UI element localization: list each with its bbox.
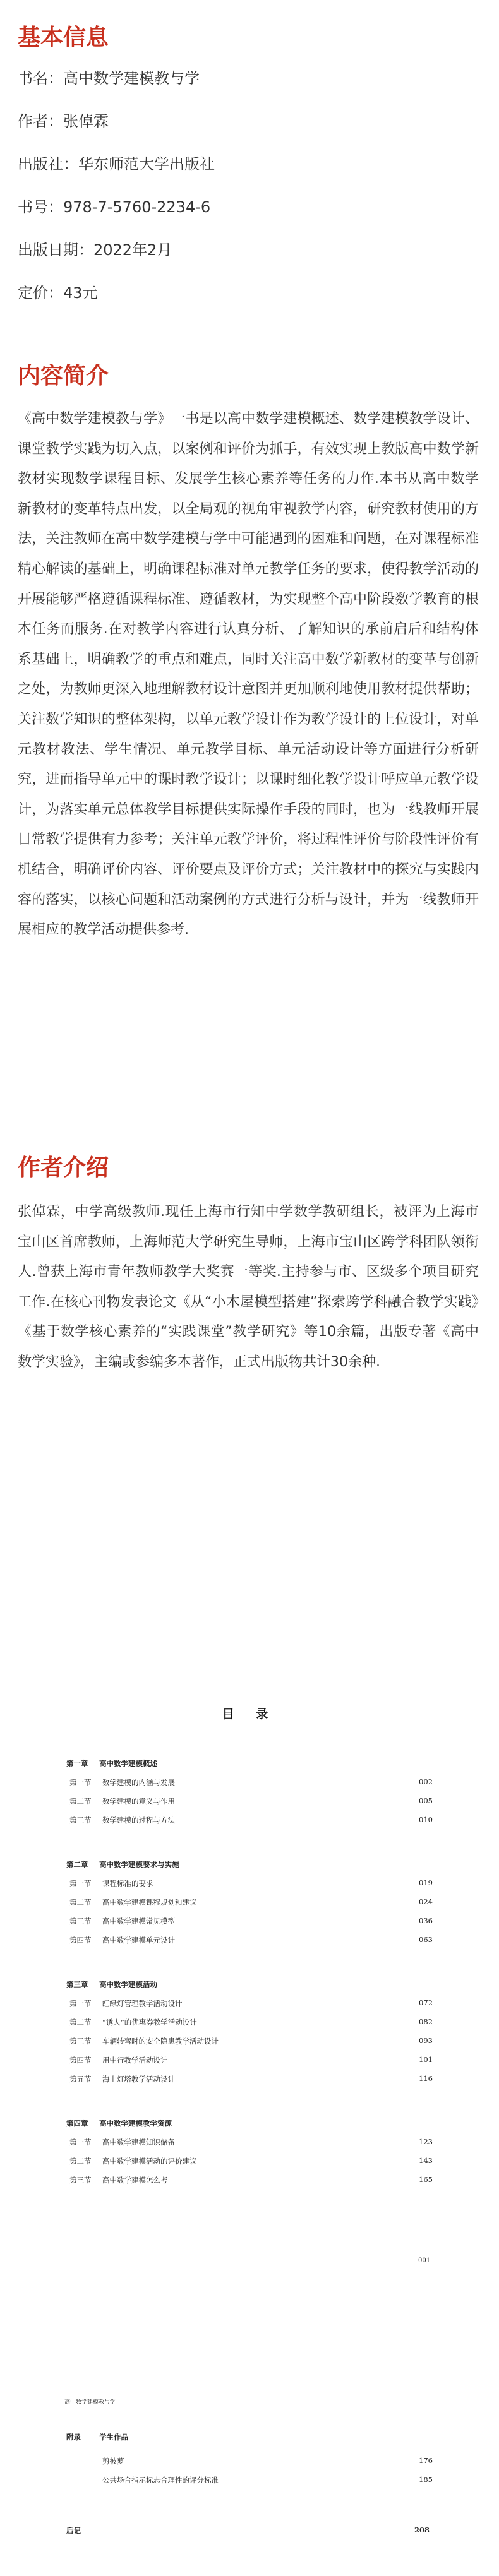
toc-title-text: 高中数学建模概述 (99, 1759, 157, 1768)
toc-page: 036 (419, 1916, 433, 1925)
toc-page-number: 001 (418, 2257, 431, 2264)
toc-num: 第二节 (69, 1797, 92, 1806)
toc-title-text: 公共场合指示标志合理性的评分标准 (102, 2476, 219, 2484)
toc-num: 后记 (66, 2526, 81, 2535)
summary-heading: 内容简介 (18, 363, 109, 389)
toc-entry (69, 2017, 433, 2030)
info-value: 978-7-5760-2234-6 (63, 198, 211, 216)
toc-page: 002 (419, 1777, 433, 1786)
toc-num: 第一节 (69, 2138, 92, 2147)
toc-page: 165 (419, 2175, 433, 2184)
toc-title-text: 高中数学建模课程规划和建议 (102, 1898, 197, 1907)
toc-entry (69, 1935, 433, 1948)
toc-page: 005 (419, 1796, 433, 1805)
appendix-entry (69, 2456, 433, 2469)
info-label: 书号： (18, 198, 63, 216)
basic-info-heading: 基本信息 (18, 25, 109, 51)
toc-title-text: 车辆转弯时的安全隐患教学活动设计 (102, 2037, 219, 2046)
toc-title-text: 高中数学建模知识储备 (102, 2138, 175, 2147)
appendix-entry (69, 2475, 433, 2488)
toc-num: 第三节 (69, 2037, 92, 2046)
toc-title-text: 高中数学建模活动 (99, 1980, 157, 1989)
toc-page: 063 (419, 1935, 433, 1944)
toc-title-text: 用中行教学活动设计 (102, 2056, 168, 2065)
toc-page: 116 (419, 2074, 433, 2083)
toc-title-text: 高中数学建模要求与实施 (99, 1860, 179, 1869)
toc-title-text: 课程标准的要求 (102, 1879, 153, 1888)
toc-chapter (66, 1758, 430, 1771)
toc-entry (69, 1815, 433, 1828)
toc-entry (69, 1878, 433, 1891)
toc-num: 第一节 (69, 1778, 92, 1787)
toc-entry (69, 2175, 433, 2188)
toc-num: 第五节 (69, 2075, 92, 2084)
toc-chapter (66, 2118, 430, 2131)
toc-page: 143 (419, 2156, 433, 2165)
toc-page: 082 (419, 2017, 433, 2026)
toc-page: 123 (419, 2137, 433, 2146)
toc-title-text: 数学建模的内涵与发展 (102, 1778, 175, 1787)
toc-num: 第三章 (66, 1980, 88, 1989)
toc-num: 附录 (66, 2433, 81, 2442)
toc-title-text: 数学建模的过程与方法 (102, 1816, 175, 1825)
toc-title-text: 高中数学建模活动的评价建议 (102, 2157, 197, 2166)
toc-num: 第三节 (69, 1816, 92, 1825)
toc-num: 第一章 (66, 1759, 88, 1768)
toc-num: 第二节 (69, 1898, 92, 1907)
info-value: 华东师范大学出版社 (78, 155, 215, 173)
toc-entry (69, 1916, 433, 1929)
toc-chapter (66, 1979, 430, 1992)
toc-title-text: 数学建模的意义与作用 (102, 1797, 175, 1806)
toc-page: 093 (419, 2036, 433, 2045)
toc-entry (69, 2055, 433, 2068)
toc-entry (69, 2137, 433, 2150)
info-value: 高中数学建模教与学 (63, 69, 200, 87)
toc-num: 第一节 (69, 1999, 92, 2008)
toc-num: 第四章 (66, 2119, 88, 2128)
info-row-price (18, 284, 98, 302)
toc-entry (69, 2156, 433, 2169)
info-label: 出版日期： (18, 241, 93, 259)
toc-entry (69, 1796, 433, 1809)
info-label: 作者： (18, 112, 63, 130)
toc-num: 第二节 (69, 2157, 92, 2166)
summary-text: 《高中数学建模教与学》一书是以高中数学建模概述、数学建模教学设计、课堂教学实践为切入点，以案例和评价为抓手，有效实现上教版高中数学新教材实现数学课程目标、发展学生核心素养等任务的力作.本书从高中数学新教材的变革特点出发，以全局观的视角审视教学内容，研究教材使用的方法，关注教师在高中数学建模与学中可能遇到的困难和问题，在对课程标准精心解读的基础上，明确课程标准对单元教学任务的要求，使得教学活动的开展能够严格遵循课程标准、遵循教材，为实现整个高中阶段数学教育的根本任务而服务.在对教学内容进行认真分析、了解知识的承前启后和结构体系基础上，明确教学的重点和难点，同时关注高中数学新教材的变革与创新之处，为教师更深入地理解教材设计意图并更加顺利地使用教材提供帮助；关注数学知识的整体架构，以单元教学设计作为教学设计的上位设计，对单元教材教法、学生情况、单元教学目标、单元活动设计等方面进行分析研究，进而指导单元中的课时教学设计；以课时细化教学设计呼应单元教学设计，为落实单元总体教学目标提供实际操作手段的同时，也为一线教师开展日常教学提供有力参考；关注单元教学评价，将过程性评价与阶段性评价有机结合，明确评价内容、评价要点及评价方式；关注教材中的探究与实践内容的落实，以核心问题和活动案例的方式进行分析与设计，并为一线教师开展相应的教学活动提供参考. (18, 411, 479, 938)
info-label: 书名： (18, 69, 63, 87)
toc-page-scan (0, 1610, 499, 2576)
info-value: 张倬霖 (63, 112, 109, 130)
toc-num: 第四节 (69, 2056, 92, 2065)
toc-title: 目 录 (222, 1707, 277, 1721)
info-value: 43元 (63, 284, 98, 302)
info-row-author (18, 112, 109, 131)
toc-page: 176 (419, 2456, 433, 2465)
toc-title-text: 海上灯塔教学活动设计 (102, 2075, 175, 2084)
toc-num: 第四节 (69, 1936, 92, 1945)
toc-page: 208 (414, 2525, 430, 2534)
toc-entry (69, 1777, 433, 1790)
toc-num: 第二章 (66, 1860, 88, 1869)
toc-page: 024 (419, 1897, 433, 1906)
toc-entry (69, 1998, 433, 2011)
toc-page: 101 (419, 2055, 433, 2064)
toc-num: 第一节 (69, 1879, 92, 1888)
toc-entry (69, 1897, 433, 1910)
toc-title-text: 高中数学建模教学资源 (99, 2119, 172, 2128)
toc-title-text: “诱人”的优惠券教学活动设计 (102, 2018, 197, 2027)
toc-title-text: 高中数学建模常见模型 (102, 1917, 175, 1926)
toc-title-text: 高中数学建模单元设计 (102, 1936, 175, 1945)
toc-title-text: 剪披萝 (102, 2457, 124, 2466)
info-row-pubdate (18, 241, 172, 259)
toc-running-header: 高中数学建模教与学 (64, 2399, 116, 2406)
info-row-title (18, 69, 200, 88)
toc-num: 第二节 (69, 2018, 92, 2027)
toc-num: 第三节 (69, 1917, 92, 1926)
toc-title-text: 学生作品 (99, 2433, 128, 2442)
toc-page: 019 (419, 1878, 433, 1887)
toc-title-text: 红绿灯管理教学活动设计 (102, 1999, 183, 2008)
toc-chapter (66, 1859, 430, 1872)
appendix-heading (66, 2525, 430, 2538)
author-text: 张倬霖，中学高级教师.现任上海市行知中学数学教研组长，被评为上海市宝山区首席教师，上海师范大学研究生导师，上海市宝山区跨学科团队领衔人.曾获上海市青年教师教学大奖赛一等奖.主持参与市、区级多个项目研究工作.在核心刊物发表论文《从“小木屋模型搭建”探索跨学科融合教学实践》《基于数学核心素养的“实践课堂”教学研究》等10余篇，出版专著《高中数学实验》，主编或参编多本著作，正式出版物共计30余种. (18, 1204, 479, 1370)
info-value: 2022年2月 (93, 241, 172, 259)
info-label: 出版社： (18, 155, 78, 173)
toc-page: 010 (419, 1815, 433, 1824)
appendix-heading (66, 2432, 430, 2445)
info-row-publisher (18, 155, 215, 174)
toc-num: 第三节 (69, 2176, 92, 2185)
toc-page: 185 (419, 2475, 433, 2484)
toc-entry (69, 2074, 433, 2087)
toc-title-text: 高中数学建模怎么考 (102, 2176, 168, 2185)
info-row-isbn (18, 198, 210, 217)
toc-page: 072 (419, 1998, 433, 2007)
info-label: 定价： (18, 284, 63, 302)
toc-entry (69, 2036, 433, 2049)
author-heading: 作者介绍 (18, 1155, 109, 1181)
